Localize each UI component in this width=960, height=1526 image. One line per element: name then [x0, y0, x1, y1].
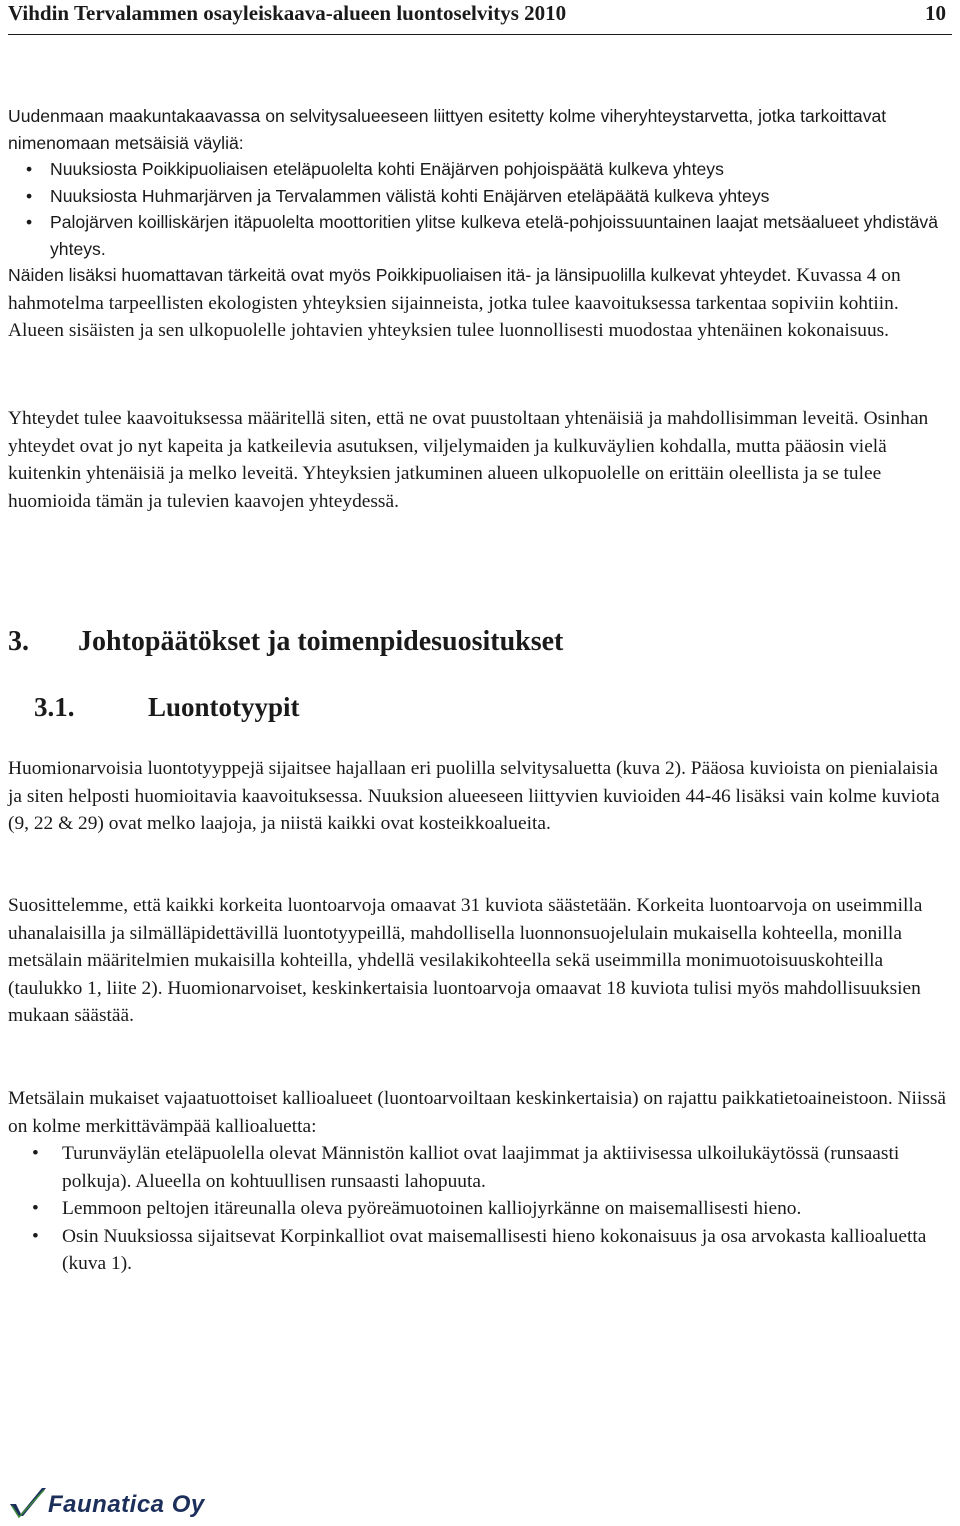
- bullet-icon: •: [32, 1225, 39, 1247]
- page-number: 10: [925, 1, 946, 25]
- rock-areas-lead: Metsälain mukaiset vajaatuottoiset kallioalueet (luontoarvoiltaan keskinkertaisia) on rajattu paikkatietoaineistoon. Niissä on kolme merkittävämpää kallioaluetta:: [8, 1088, 947, 1137]
- document-title: Vihdin Tervalammen osayleiskaava-alueen luontoselvitys 2010: [8, 1, 567, 25]
- list-item: • Lemmoon peltojen itäreunalla oleva pyöreämuotoinen kalliojyrkänne on maisemallisesti hieno.: [36, 1195, 954, 1223]
- intro-lead: Uudenmaan maakuntakaavassa on selvitysalueeseen liittyen esitetty kolme viheryhteystarvetta, jotka tarkoittavat nimenomaan metsäisiä väyliä:: [8, 106, 887, 153]
- bullet-icon: •: [32, 1143, 39, 1164]
- faunatica-logo: [8, 1484, 208, 1524]
- list-item: • Nuuksiosta Huhmarjärven ja Tervalammen välistä kohti Enäjärven eteläpäätä kulkeva yhteys: [28, 183, 954, 210]
- list-item: • Palojärven koilliskärjen itäpuolelta moottoritien ylitse kulkeva etelä-pohjoissuuntainen laajat metsäalueet yhdistävä yhteys.: [28, 209, 954, 262]
- recommendation-paragraph: Suosittelemme, että kaikki korkeita luontoarvoja omaavat 31 kuviota säästetään. Korkeita luontoarvoja on useimmilla uhanalaisilla ja silmälläpidettävillä luontotyypeillä, mahdollisella luonnonsuojelulain mukaisella kohteella, monilla metsälain määritelmien mukaisilla kohteilla, yhdellä vesilakikohteella sekä useimmilla monimuotoisuuskohteilla (taulukko 1, liite 2). Huomionarvoiset, keskinkertaisia luontoarvoja omaavat 18 kuviota tulisi myös mahdollisuuksien mukaan säästää.: [8, 895, 923, 1026]
- intro-additional: [8, 262, 954, 345]
- green-corridor-list: [8, 156, 954, 262]
- section-heading: [34, 692, 300, 723]
- intro-block: [8, 103, 954, 345]
- list-item: • Nuuksiosta Poikkipuoliaisen eteläpuolelta kohti Enäjärven pohjoispäätä kulkeva yhteys: [28, 156, 954, 183]
- intro-after-serif: Kuvassa 4 on hahmotelma tarpeellisten ekologisten yhteyksien sijainneista, jotka tulee kaavoituksessa tarkentaa sopiviin kohtiin. Alueen sisäisten ja sen ulkopuolelle johtavien yhteyksien tulee luonnollisesti muodostaa yhtenäinen kokonaisuus.: [8, 265, 901, 341]
- section-title: Luontotyypit: [148, 692, 300, 722]
- list-item: • Osin Nuuksiossa sijaitsevat Korpinkalliot ovat maisemallisesti hieno kokonaisuus ja osa arvokasta kallioaluetta (kuva 1).: [36, 1223, 954, 1278]
- bullet-icon: •: [26, 185, 33, 206]
- list-item: • Turunväylän eteläpuolella olevat Männistön kalliot ovat laajimmat ja aktiivisessa ulkoilukäytössä (runsaasti polkuja). Alueella on kohtuullisen runsaasti lahopuuta.: [36, 1140, 954, 1195]
- connections-paragraph: Yhteydet tulee kaavoituksessa määritellä siten, että ne ovat puustoltaan yhtenäisiä ja mahdollisimman leveitä. Osinhan yhteydet ovat jo nyt kapeita ja katkeilevia asutuksen, viljelymaiden ja kulkuväylien kohdalla, mutta pääosin vielä kuitenkin yhtenäisiä ja melko leveitä. Yhteyksien jatkuminen alueen ulkopuolelle on erittäin oleellista ja se tulee huomioida tämän ja tulevien kaavojen yhteydessä.: [8, 408, 929, 512]
- bullet-icon: •: [26, 159, 33, 179]
- chapter-number: 3.: [8, 626, 29, 657]
- chapter-heading: [8, 626, 563, 658]
- rock-areas-list: [8, 1140, 954, 1278]
- logo-text: Faunatica Oy: [48, 1491, 205, 1518]
- habitats-paragraph: Huomionarvoisia luontotyyppejä sijaitsee hajallaan eri puolilla selvitysaluetta (kuva 2). Pääosa kuvioista on pienialaisia ja siten helposti huomioitavia kaavoituksessa. Nuuksion alueeseen liittyvien kuvioiden 44-46 lisäksi vain kolme kuviota (9, 22 & 29) ovat melko laajoja, ja niistä kaikki ovat kosteikkoalueita.: [8, 758, 940, 834]
- intro-after-sans: Näiden lisäksi huomattavan tärkeitä ovat myös Poikkipuoliaisen itä- ja länsipuolilla kulkevat yhteydet.: [8, 265, 792, 285]
- bullet-icon: •: [32, 1198, 39, 1219]
- bullet-icon: •: [26, 212, 33, 232]
- section-number: 3.1.: [34, 692, 75, 722]
- rock-areas-block: [8, 1085, 954, 1278]
- chapter-title: Johtopäätökset ja toimenpidesuositukset: [78, 626, 564, 657]
- checkmark-logo-icon: [8, 1486, 48, 1522]
- running-header: [8, 0, 952, 35]
